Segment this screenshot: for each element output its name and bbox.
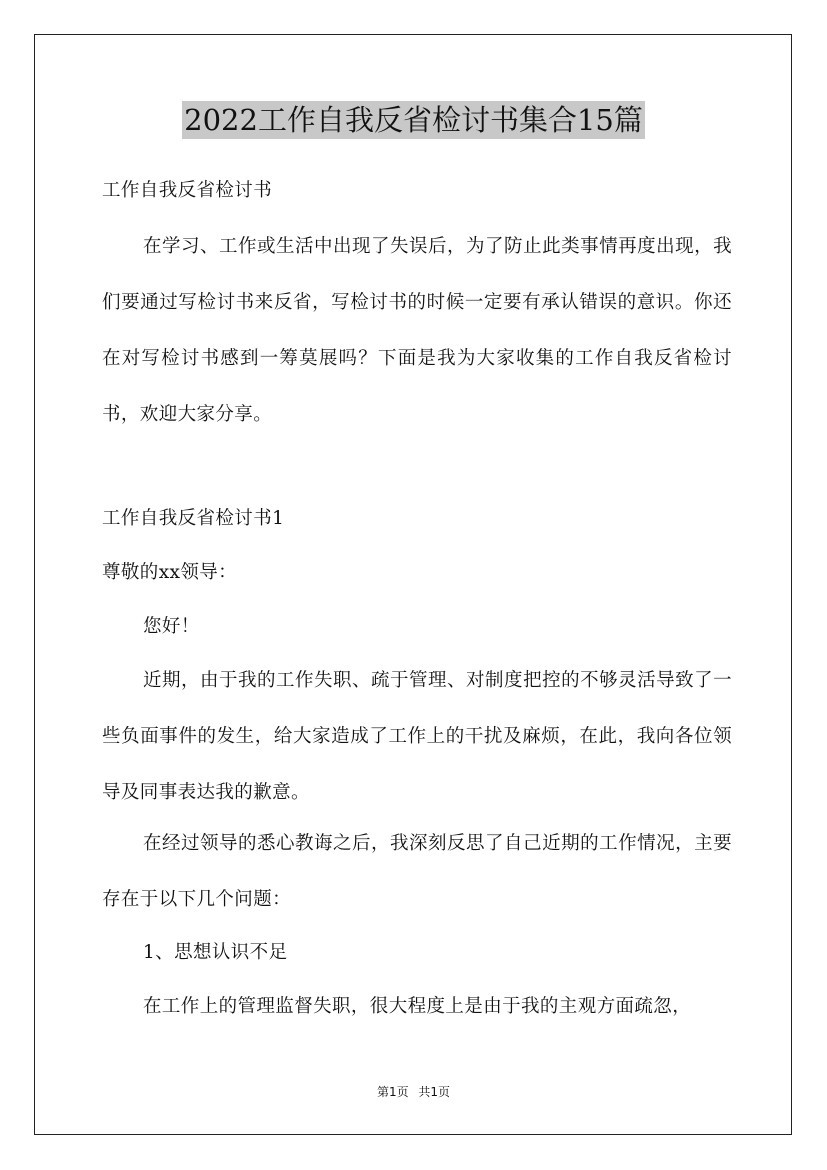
page-footer: 第1页 共1页 <box>376 1085 451 1099</box>
document-title: 2022工作自我反省检讨书集合15篇 <box>184 103 643 137</box>
greeting: 您好！ <box>143 616 200 637</box>
body-paragraph: 近期，由于我的工作失职、疏于管理、对制度把控的不够灵活导致了一些负面事件的发生，给大家造成了工作上的干扰及麻烦，在此，我向各位领导及同事表达我的歉意。 <box>102 670 732 803</box>
intro-paragraph: 在学习、工作或生活中出现了失误后，为了防止此类事情再度出现，我们要通过写检讨书来反省，写检讨书的时候一定要有承认错误的意识。你还在对写检讨书感到一筹莫展吗？下面是我为大家收集的工作自我反省检讨书，欢迎大家分享。 <box>102 236 732 425</box>
body-paragraph: 在工作上的管理监督失职，很大程度上是由于我的主观方面疏忽， <box>143 996 692 1017</box>
body-paragraph: 在经过领导的悉心教诲之后，我深刻反思了自己近期的工作情况，主要存在于以下几个问题： <box>102 833 732 910</box>
section-heading: 工作自我反省检讨书 <box>102 180 273 201</box>
list-heading: 1、思想认识不足 <box>143 942 288 963</box>
salutation: 尊敬的xx领导： <box>102 562 238 583</box>
letter-heading: 工作自我反省检讨书1 <box>102 508 285 529</box>
